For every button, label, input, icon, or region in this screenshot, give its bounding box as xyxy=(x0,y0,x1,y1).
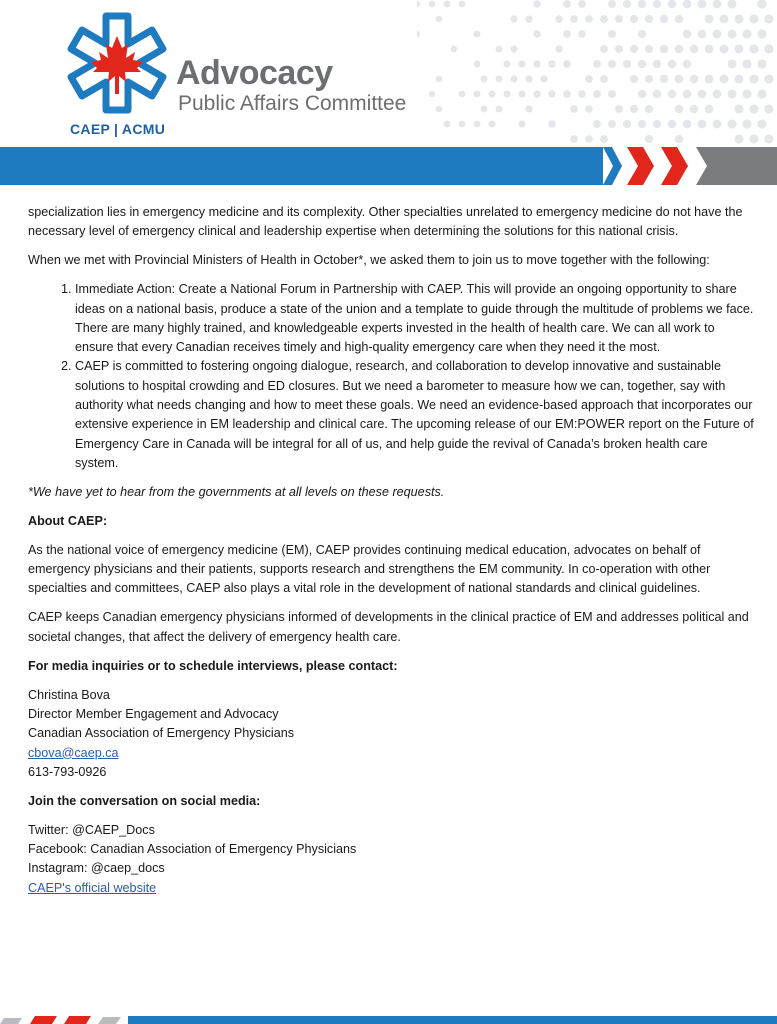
paragraph-specialization: specialization lies in emergency medicine and its complexity. Other specialties unrelated to emergency medicine do not have the necessary level of emergency clinical and leadership expertise when determining the solutions for this national crisis. xyxy=(28,205,743,239)
decor-dot xyxy=(638,120,646,128)
decor-dot xyxy=(615,15,623,23)
decor-dot xyxy=(757,0,766,9)
decor-dot xyxy=(608,30,616,38)
decor-dot xyxy=(690,105,699,114)
decor-dot xyxy=(653,0,661,8)
decor-dot xyxy=(683,60,692,69)
decor-dot xyxy=(488,90,495,97)
decor-dot xyxy=(578,30,586,38)
decor-dot xyxy=(727,29,736,38)
decor-dot xyxy=(630,75,638,83)
page-header xyxy=(0,0,777,185)
decor-dot xyxy=(429,1,436,8)
decor-dot xyxy=(563,60,571,68)
decor-dot xyxy=(749,74,758,83)
decor-dot xyxy=(764,44,773,53)
decor-dot xyxy=(615,105,623,113)
decor-dot xyxy=(645,45,653,53)
decor-dot xyxy=(675,15,684,24)
footnote: *We have yet to hear from the governments at all levels on these requests. xyxy=(28,484,445,499)
decor-dot xyxy=(481,76,488,83)
decor-dot xyxy=(563,90,571,98)
decor-dot xyxy=(608,0,616,8)
social-facebook: Facebook: Canadian Association of Emergency Physicians xyxy=(28,842,357,857)
decor-dot xyxy=(444,1,451,8)
decor-dot xyxy=(764,14,773,23)
decor-dot xyxy=(734,134,743,143)
decor-dot xyxy=(698,0,707,8)
decor-dot xyxy=(705,45,714,54)
decor-dot xyxy=(525,105,532,112)
decor-dot xyxy=(764,74,773,83)
decor-dot xyxy=(548,60,556,68)
contact-org: Canadian Association of Emergency Physicians xyxy=(28,726,295,741)
decor-dot xyxy=(727,59,736,68)
about-paragraph-1: As the national voice of emergency medicine (EM), CAEP provides continuing medical education, advocates on behalf of emergency physicians and their patients, supports research and strengthens the EM community. In co-operation with other specialties and committees, CAEP also plays a vital role in the development of national standards and clinical guidelines. xyxy=(28,542,711,596)
decor-dot xyxy=(518,60,525,67)
decor-dot xyxy=(600,75,608,83)
decor-dot xyxy=(578,90,586,98)
decor-dot xyxy=(474,31,481,38)
dot-pattern-decoration xyxy=(417,0,777,150)
decor-dot xyxy=(757,119,766,128)
decor-dot xyxy=(623,120,631,128)
decor-dot xyxy=(757,89,766,98)
decor-dot xyxy=(510,75,517,82)
decor-dot xyxy=(660,15,668,23)
decor-dot xyxy=(555,15,563,23)
decor-dot xyxy=(734,44,743,53)
decor-dot xyxy=(749,134,758,143)
decor-dot xyxy=(727,119,736,128)
media-heading: For media inquiries or to schedule interviews, please contact: xyxy=(28,658,398,673)
decor-dot xyxy=(570,105,578,113)
decor-dot xyxy=(533,60,540,67)
decor-dot xyxy=(585,75,593,83)
decor-dot xyxy=(734,74,743,83)
brand-subtitle: Public Affairs Committee xyxy=(178,92,407,115)
decor-dot xyxy=(585,135,593,143)
decor-dot xyxy=(474,91,481,98)
social-block xyxy=(28,821,754,898)
decor-dot xyxy=(734,104,743,113)
decor-dot xyxy=(749,14,758,23)
decor-dot xyxy=(645,75,653,83)
contact-block xyxy=(28,686,754,782)
decor-dot xyxy=(495,105,502,112)
decor-dot xyxy=(593,120,601,128)
decor-dot xyxy=(608,90,616,98)
request-list xyxy=(28,280,754,473)
decor-dot xyxy=(660,75,668,83)
decor-dot xyxy=(444,121,451,128)
decor-dot xyxy=(608,120,616,128)
decor-dot xyxy=(533,90,540,97)
decor-dot xyxy=(698,30,707,39)
decor-dot xyxy=(713,90,722,99)
decor-dot xyxy=(540,75,547,82)
decor-dot xyxy=(615,45,623,53)
decor-dot xyxy=(683,90,692,99)
decor-dot xyxy=(436,76,443,83)
decor-dot xyxy=(600,135,608,143)
decor-dot xyxy=(720,15,729,24)
decor-dot xyxy=(705,15,714,24)
caep-star-of-life-maple-leaf-icon xyxy=(62,12,172,116)
decor-dot xyxy=(570,15,578,23)
decor-dot xyxy=(417,1,420,7)
decor-dot xyxy=(548,90,556,98)
decor-dot xyxy=(698,90,707,99)
decor-dot xyxy=(510,45,517,52)
document-body xyxy=(28,203,754,908)
decor-dot xyxy=(459,1,466,8)
contact-email-link[interactable]: cbova@caep.ca xyxy=(28,745,119,760)
contact-name: Christina Bova xyxy=(28,687,110,702)
decor-dot xyxy=(436,16,443,23)
decor-dot xyxy=(533,0,540,7)
decor-dot xyxy=(638,30,646,38)
website-link[interactable]: CAEP's official website xyxy=(28,880,157,895)
decor-dot xyxy=(764,134,773,143)
footer-stripe xyxy=(0,1014,777,1024)
decor-dot xyxy=(600,45,608,53)
decor-dot xyxy=(630,45,638,53)
decor-dot xyxy=(675,135,684,144)
decor-dot xyxy=(727,0,736,9)
decor-dot xyxy=(668,120,677,129)
social-instagram: Instagram: @caep_docs xyxy=(28,861,165,876)
decor-dot xyxy=(481,106,488,113)
list-item: 2. CAEP is committed to fostering ongoing dialogue, research, and collaboration to develop innovative and sustainable solutions to hospital crowding and ED closures. But we need a barometer to measure how we can, together, say with authority what needs changing and how to meet these goals. We need an evidence-based approach that incorporates our extensive experience in EM leadership and clinical care. The upcoming release of our EM:POWER report on the Future of Emergency Care in Canada will be integral for all of us, and help guide the revival of Canada’s broken health care system. xyxy=(75,357,754,473)
decor-dot xyxy=(742,89,751,98)
contact-title: Director Member Engagement and Advocacy xyxy=(28,707,279,722)
decor-dot xyxy=(713,30,722,39)
decor-dot xyxy=(474,61,481,68)
decor-dot xyxy=(503,90,510,97)
decor-dot xyxy=(668,0,677,8)
decor-dot xyxy=(495,45,502,52)
decor-dot xyxy=(675,45,684,54)
decor-dot xyxy=(645,135,653,143)
decor-dot xyxy=(638,0,646,8)
decor-dot xyxy=(451,46,458,53)
decor-dot xyxy=(734,14,743,23)
header-banner-stripe xyxy=(0,147,777,185)
decor-dot xyxy=(683,0,692,8)
decor-dot xyxy=(608,60,616,68)
decor-dot xyxy=(518,120,525,127)
decor-dot xyxy=(585,105,593,113)
decor-dot xyxy=(630,15,638,23)
decor-dot xyxy=(713,0,722,8)
decor-dot xyxy=(525,75,532,82)
decor-dot xyxy=(660,45,668,53)
decor-dot xyxy=(653,60,661,68)
decor-dot xyxy=(555,45,563,53)
decor-dot xyxy=(623,0,631,8)
decor-dot xyxy=(578,0,586,8)
decor-dot xyxy=(713,120,722,129)
decor-dot xyxy=(683,30,692,39)
decor-dot xyxy=(510,15,517,22)
decor-dot xyxy=(653,90,661,98)
contact-phone: 613-793-0926 xyxy=(28,764,107,779)
decor-dot xyxy=(705,105,714,114)
decor-dot xyxy=(668,90,677,99)
decor-dot xyxy=(727,89,736,98)
decor-dot xyxy=(563,0,571,8)
about-paragraph-2: CAEP keeps Canadian emergency physicians informed of developments in the clinical practice of EM and addresses political and societal changes, that affect the delivery of emergency health care. xyxy=(28,610,749,644)
decor-dot xyxy=(683,120,692,129)
decor-dot xyxy=(593,60,601,68)
decor-dot xyxy=(623,60,631,68)
decor-dot xyxy=(690,45,699,54)
decor-dot xyxy=(533,30,540,37)
decor-dot xyxy=(742,59,751,68)
decor-dot xyxy=(638,90,646,98)
decor-dot xyxy=(600,15,608,23)
decor-dot xyxy=(757,29,766,38)
about-heading: About CAEP: xyxy=(28,513,108,528)
decor-dot xyxy=(436,106,443,113)
decor-dot xyxy=(668,60,677,69)
decor-dot xyxy=(720,75,729,84)
decor-dot xyxy=(742,119,751,128)
decor-dot xyxy=(749,104,758,113)
decor-dot xyxy=(757,59,766,68)
decor-dot xyxy=(525,15,532,22)
decor-dot xyxy=(645,105,653,113)
decor-dot xyxy=(518,90,525,97)
decor-dot xyxy=(417,31,420,37)
brand-title: Advocacy xyxy=(176,54,333,92)
decor-dot xyxy=(548,120,556,128)
social-heading: Join the conversation on social media: xyxy=(28,793,261,808)
decor-dot xyxy=(563,30,571,38)
decor-dot xyxy=(638,60,646,68)
decor-dot xyxy=(690,75,699,84)
decor-dot xyxy=(585,15,593,23)
decor-dot xyxy=(495,75,502,82)
decor-dot xyxy=(474,121,481,128)
decor-dot xyxy=(645,15,653,23)
decor-dot xyxy=(488,120,495,127)
decor-dot xyxy=(459,91,466,98)
decor-dot xyxy=(705,75,714,84)
decor-dot xyxy=(764,104,773,113)
decor-dot xyxy=(630,105,638,113)
chevron-1 xyxy=(627,147,654,185)
decor-dot xyxy=(675,75,684,84)
paragraph-ministers: When we met with Provincial Ministers of Health in October*, we asked them to join us to move together with the following: xyxy=(28,253,710,268)
decor-dot xyxy=(698,120,707,129)
decor-dot xyxy=(459,121,466,128)
decor-dot xyxy=(675,105,684,114)
brand-org-label: CAEP | ACMU xyxy=(70,121,166,137)
decor-dot xyxy=(653,120,661,128)
decor-dot xyxy=(570,135,578,143)
decor-dot xyxy=(503,60,510,67)
decor-dot xyxy=(593,90,601,98)
decor-dot xyxy=(429,91,436,98)
decor-dot xyxy=(742,29,751,38)
decor-dot xyxy=(720,45,729,54)
decor-dot xyxy=(749,44,758,53)
social-twitter: Twitter: @CAEP_Docs xyxy=(28,822,155,837)
chevron-2 xyxy=(661,147,688,185)
list-item: 1. Immediate Action: Create a National Forum in Partnership with CAEP. This will provide an ongoing opportunity to share ideas on a national basis, produce a state of the union and a template to guide through the multitude of problems we face. There are many highly trained, and knowledgeable experts invested in the health of health care. We can all work to ensure that every Canadian receives timely and high-quality emergency care when they need it the most. xyxy=(75,280,754,357)
